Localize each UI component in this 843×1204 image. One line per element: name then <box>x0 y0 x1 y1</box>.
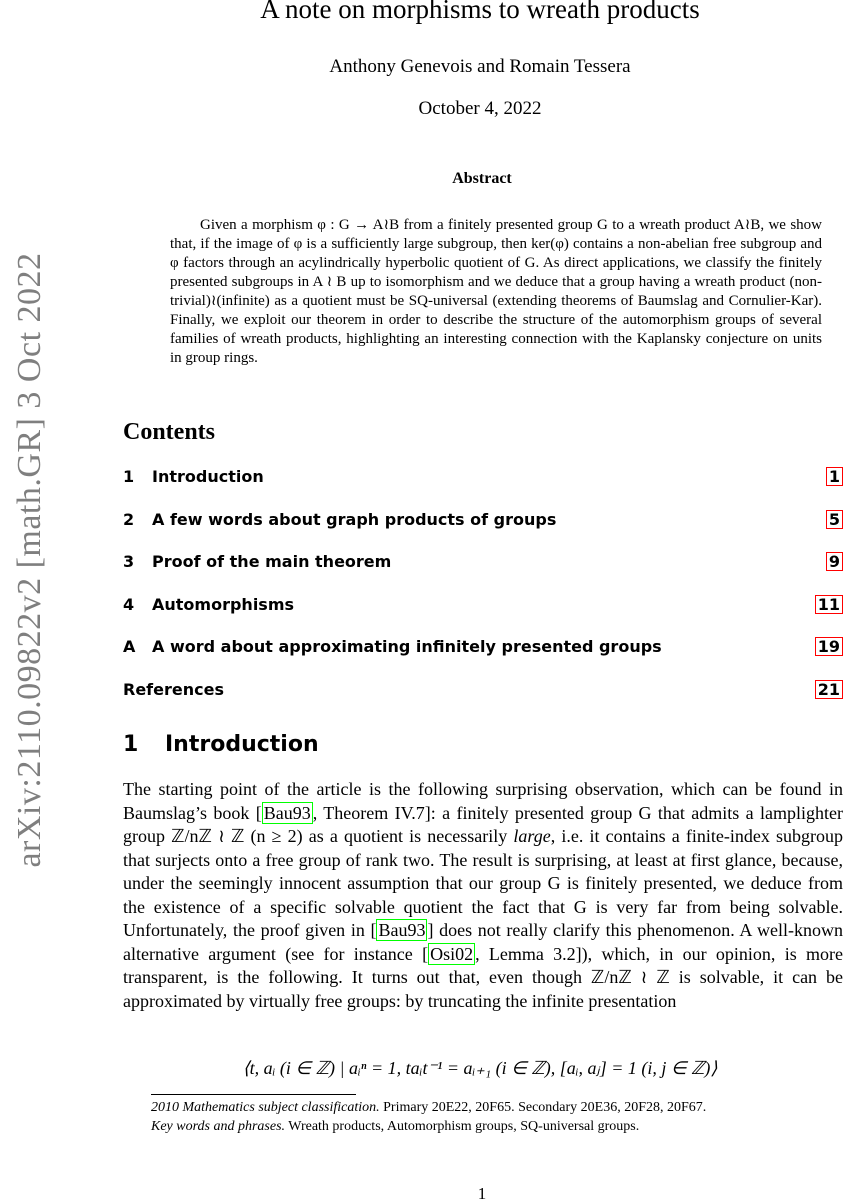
footnote-text: Wreath products, Automorphism groups, SQ-universal groups. <box>285 1119 640 1134</box>
emphasis-text: large <box>513 826 551 846</box>
abstract-text: Given a morphism φ : G → A≀B from a finitely presented group G to a wreath product A≀B, we show that, if the image of φ is a sufficiently large subgroup, then ker(φ) contains a non-abelian free subgroup and φ factors through an acylindrically hyperbolic quotient of G. As direct applications, we classify the finitely presented subgroups in A ≀ B up to isomorphism and we deduce that a group having a wreath product (non-trivial)≀(infinite) as a quotient must be SQ-universal (extending theorems of Baumslag and Cornulier-Kar). Finally, we exploit our theorem in order to describe the structure of the automorphism groups of several families of wreath products, highlighting an interesting connection with the Kaplansky conjecture on units in group rings. <box>170 217 822 366</box>
paper-title: A note on morphisms to wreath products <box>260 0 700 24</box>
toc-page-link[interactable]: 21 <box>815 680 843 699</box>
footnote-text: Primary 20E22, 20F65. Secondary 20E36, 20F28, 20F67. <box>379 1100 707 1115</box>
paper-date: October 4, 2022 <box>418 98 542 119</box>
text-run: , Lemma 3.2]), which, in our opinion, is more transparent, is the following. It turns out that, even though ℤ/nℤ ≀ ℤ is solvable, it can be approximated by virtually free groups: by truncating the infinite presentation <box>123 943 843 1011</box>
page-number: 1 <box>477 1184 487 1203</box>
abstract-body <box>170 216 822 368</box>
footnote-divider <box>151 1094 356 1095</box>
citation-link[interactable]: Bau93 <box>263 802 311 823</box>
toc-title[interactable]: A word about approximating infinitely presented groups <box>152 637 662 656</box>
display-formula: ⟨t, aᵢ (i ∈ ℤ) | aᵢⁿ = 1, taᵢt⁻¹ = aᵢ₊₁ (i ∈ ℤ), [aᵢ, aⱼ] = 1 (i, j ∈ ℤ)⟩ <box>242 1058 718 1078</box>
section-number: 1 <box>123 732 139 757</box>
text-run: , i.e. it contains a finite-index subgroup that surjects onto a free group of rank two. The result is surprising, at least at first glance, because, under the seemingly innocent assumption that our group G is finitely presented, we deduce from the existence of a specific solvable quotient the fact that G is very far from being solvable. Unfortunately, the proof given in <box>123 826 843 940</box>
toc-entry-graph-products[interactable] <box>123 506 843 549</box>
text-run: , Theorem IV.7]: a finitely presented group G that admits a lamplighter group ℤ/nℤ ≀ ℤ (n ≥ 2) as a quotient is necessarily <box>123 802 843 846</box>
toc-title[interactable]: Automorphisms <box>152 594 295 614</box>
footnote-line <box>151 1098 841 1117</box>
toc-entry-introduction[interactable] <box>123 463 843 506</box>
arxiv-identifier: arXiv:2110.09822v2 [math.GR] 3 Oct 2022 <box>11 252 48 868</box>
toc-page-link[interactable]: 1 <box>826 467 843 486</box>
introduction-paragraph <box>123 778 843 1013</box>
text-run: does not really clarify this phenomenon. A well-known alternative argument (see for instance <box>123 920 843 964</box>
toc-page-link[interactable]: 11 <box>815 595 843 614</box>
text-run: The starting point of the article is the following surprising observation, which can be found in Baumslag’s book <box>123 779 843 823</box>
footnote-label: 2010 Mathematics subject classification. <box>151 1100 380 1115</box>
toc-entry-automorphisms[interactable] <box>123 591 843 634</box>
toc-entry-references[interactable] <box>123 676 843 719</box>
toc-title[interactable]: References <box>123 679 224 699</box>
footnote <box>151 1098 841 1136</box>
toc-page-link[interactable]: 9 <box>826 552 843 571</box>
table-of-contents <box>123 463 843 718</box>
toc-entry-appendix[interactable] <box>123 633 843 676</box>
toc-number: A <box>123 637 136 656</box>
toc-number: 1 <box>123 467 135 486</box>
toc-number: 2 <box>123 509 135 529</box>
contents-heading: Contents <box>123 419 216 445</box>
section-title: Introduction <box>165 732 319 757</box>
footnote-line <box>151 1117 841 1136</box>
toc-page-link[interactable]: 19 <box>815 637 843 656</box>
abstract-heading: Abstract <box>452 170 512 187</box>
toc-number: 4 <box>123 594 135 614</box>
citation-link[interactable]: Osi02 <box>430 943 474 964</box>
toc-title[interactable]: A few words about graph products of groups <box>152 509 557 529</box>
paper-authors: Anthony Genevois and Romain Tessera <box>329 56 631 77</box>
toc-title[interactable]: Introduction <box>152 467 264 486</box>
toc-title[interactable]: Proof of the main theorem <box>152 552 392 571</box>
paragraph: The starting point of the article is the following surprising observation, which can be found in Baumslag’s book [ Bau93 , Theorem IV.7]: a finitely presented group G that admits a lamplighter group ℤ/nℤ ≀ ℤ (n ≥ 2) as a quotient is necessarily large, i.e. it contains a finite-index subgroup that surjects onto a free group of rank two. The result is surprising, at least at first glance, because, under the seemingly innocent assumption that our group G is finitely presented, we deduce from the existence of a specific solvable quotient the fact that G is very far from being solvable. Unfortunately, the proof given in [ Bau93 ] does not really clarify this phenomenon. A well-known alternative argument (see for instance [ Osi02 , Lemma 3.2]), which, in our opinion, is more transparent, is the following. It turns out that, even though ℤ/nℤ ≀ ℤ is solvable, it can be approximated by virtually free groups: by truncating the infinite presentation <box>123 779 843 1011</box>
section-heading-introduction <box>123 732 319 757</box>
toc-page-link[interactable]: 5 <box>826 510 843 529</box>
toc-entry-proof[interactable] <box>123 548 843 591</box>
toc-number: 3 <box>123 552 135 571</box>
citation-link[interactable]: Bau93 <box>378 920 426 940</box>
footnote-label: Key words and phrases. <box>151 1119 286 1134</box>
